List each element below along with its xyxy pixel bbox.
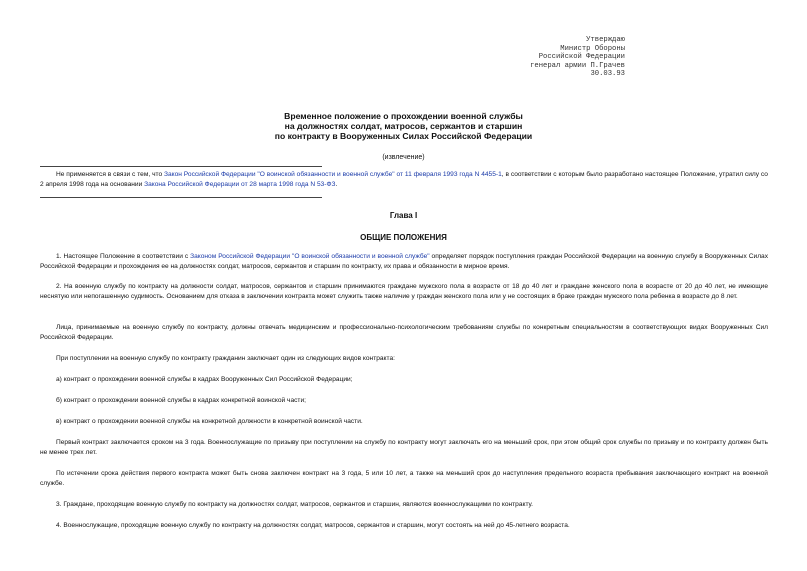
paragraph-text: 1. Настоящее Положение в соответствии с: [56, 253, 191, 260]
paragraph-7: в) контракт о прохождении военной службы на конкретной должности в конкретной воинской части.: [56, 418, 363, 425]
title-line-1: Временное положение о прохождении военной службы: [284, 111, 523, 121]
approval-line: генерал армии П.Грачев: [530, 61, 625, 70]
paragraph-4: При поступлении на военную службу по контракту гражданин заключает один из следующих видов контракта:: [56, 355, 395, 362]
paragraph-5: а) контракт о прохождении военной службы в кадрах Вооруженных Сил Российской Федерации;: [56, 376, 353, 383]
divider-bottom: [40, 197, 322, 198]
section-heading: ОБЩИЕ ПОЛОЖЕНИЯ: [360, 233, 447, 242]
paragraph-11: 4. Военнослужащие, проходящие военную службу по контракту на должностях солдат, матросов, сержантов и старшин, могут состоять на ней до 45-летнего возраста.: [56, 522, 570, 529]
status-note: [40, 170, 768, 190]
paragraph-text: определяет порядок поступления граждан Российской Федерации на военную службу в Вооруженных Силах Российской Федерации и прохождения ее на должностях солдат, матросов, сержантов и старшин по контракту, их права и обязанности в мирное время.: [40, 253, 769, 271]
law-link[interactable]: Законом Российской Федерации "О воинской обязанности и военной службе": [190, 253, 430, 260]
paragraph-6: б) контракт о прохождении военной службы в кадрах конкретной воинской части;: [56, 397, 306, 404]
approval-line: Министр Обороны: [560, 44, 625, 53]
extract-label: (извлечение): [382, 154, 425, 161]
approval-line: Российской Федерации: [538, 53, 625, 62]
note-text: Не применяется в связи с тем, что: [56, 171, 164, 178]
approval-date: 30.03.93: [590, 70, 625, 79]
approval-line: Утверждаю: [586, 36, 625, 44]
approval-block: [530, 36, 625, 79]
divider-top: [40, 166, 322, 167]
law-link-1998[interactable]: Закона Российской Федерации от 28 марта 1998 года N 53-ФЗ: [144, 181, 336, 189]
document-title: [0, 111, 807, 142]
title-line-2: на должностях солдат, матросов, сержантов и старшин: [284, 121, 523, 132]
note-text: , в соответствии с которым было разработано настоящее Положение, утратил силу со 2 апреля 1998 года на основании: [40, 171, 768, 189]
chapter-heading: Глава I: [389, 211, 418, 220]
paragraph-10: 3. Граждане, проходящие военную службу по контракту на должностях солдат, матросов, сержантов и старшин, являются военнослужащими по контракту.: [56, 501, 534, 508]
note-text: .: [335, 181, 338, 189]
law-link-1993[interactable]: Закон Российской Федерации "О воинской обязанности и военной службе" от 11 февраля 1993 года N 4455-1: [164, 171, 502, 178]
title-line-3: по контракту в Вооруженных Силах Российской Федерации: [274, 131, 533, 142]
paragraph-1: [40, 252, 768, 272]
paragraph-3: Лица, принимаемые на военную службу по контракту, должны отвечать медицинским и профессионально-психологическим требованиям службы по конкретным специальностям в соответствующих видах Вооруженных Сил Российской Федерации.: [40, 324, 768, 342]
paragraph-9: По истечении срока действия первого контракта может быть снова заключен контракт на 3 года, 5 или 10 лет, а также на меньший срок до наступления предельного возраста пребывания заключающего контракт на военной службе.: [40, 470, 768, 488]
paragraph-2: 2. На военную службу по контракту на должности солдат, матросов, сержантов и старшин принимаются граждане мужского пола в возрасте от 18 до 40 лет и граждане женского пола в возрасте от 20 до 40 лет, не имеющие неснятую или непогашенную судимость. Основанием для отказа в заключении контракта может служить также наличие у граждан женского пола или у не состоящих в браке граждан мужского пола ребенка в возрасте до 8 лет.: [40, 283, 768, 301]
paragraph-8: Первый контракт заключается сроком на 3 года. Военнослужащие по призыву при поступлении на службу по контракту могут заключать его на меньший срок, при этом общий срок службы по призыву и по контракту должен быть не менее трех лет.: [40, 439, 768, 457]
